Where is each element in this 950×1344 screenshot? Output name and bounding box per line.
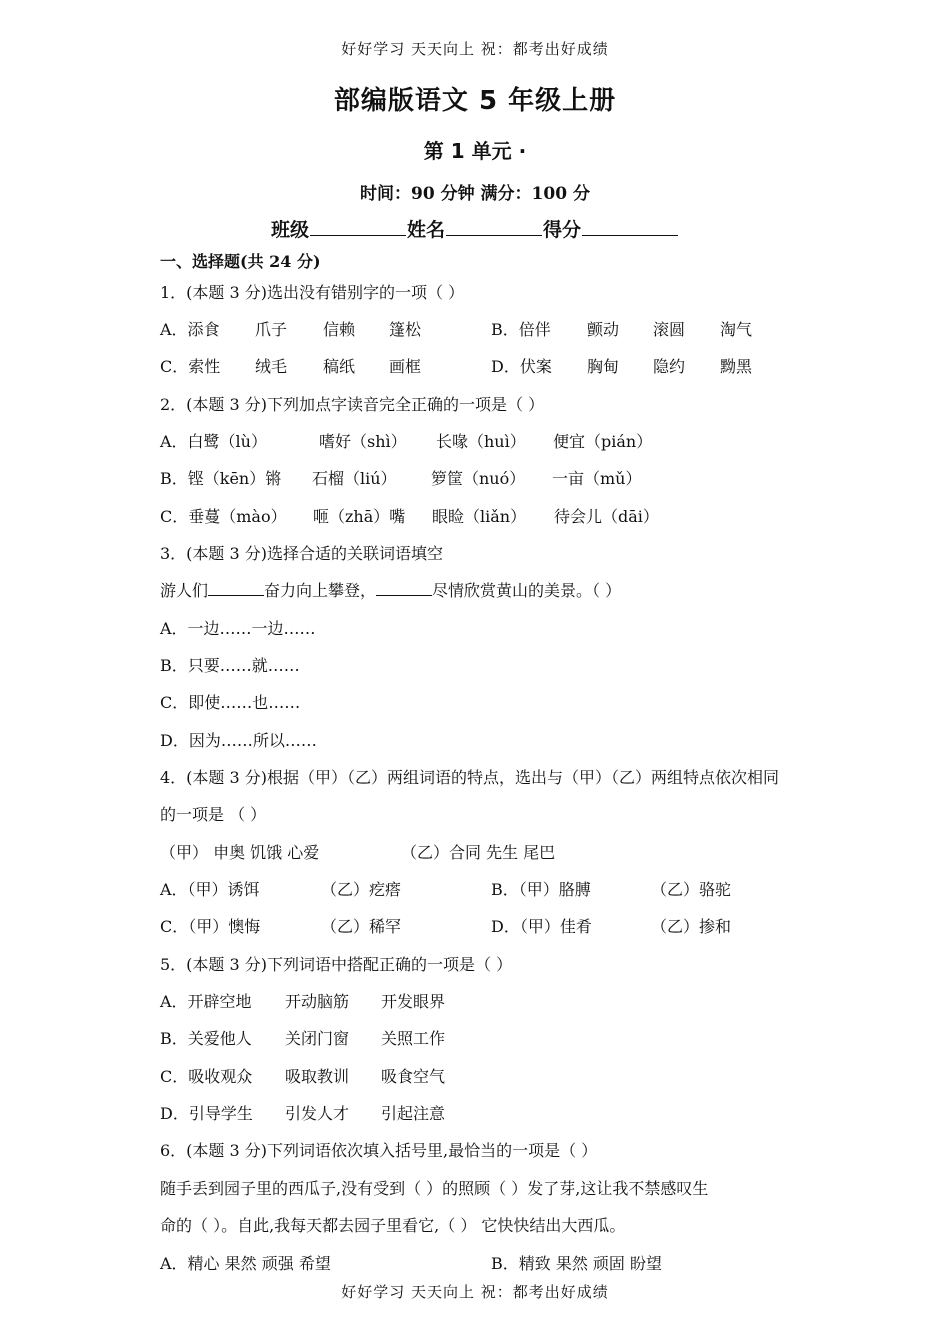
q4-option-b-b: （乙）骆驼 bbox=[651, 880, 732, 899]
q4-stem-line2: 的一项是 （ ） bbox=[160, 805, 267, 824]
q4-group-b: （乙）合同 先生 尾巴 bbox=[401, 843, 556, 862]
q1-stem: 1．(本题 3 分)选出没有错别字的一项（ ） bbox=[160, 283, 465, 302]
q4-option-c-b: （乙）稀罕 bbox=[321, 917, 402, 936]
section-heading: 一、选择题(共 24 分) bbox=[160, 252, 321, 271]
q4-option-d: D．（甲）佳肴 bbox=[491, 917, 592, 936]
q4-option-a: A．（甲）诱饵 bbox=[160, 880, 260, 899]
page-header: 好好学习 天天向上 祝：都考出好成绩 bbox=[341, 40, 609, 58]
score-blank[interactable] bbox=[582, 217, 678, 236]
q3-option-b: B．只要……就…… bbox=[160, 656, 300, 675]
q6-text-line1: 随手丢到园子里的西瓜子,没有受到（ ）的照顾（ ）发了芽,这让我不禁感叹生 bbox=[160, 1179, 709, 1198]
q4-group-a: （甲） 申奥 饥饿 心爱 bbox=[160, 843, 320, 862]
q4-option-a-b: （乙）疙瘩 bbox=[321, 880, 402, 899]
q3-sentence: 游人们 奋力向上攀登， 尽情欣赏黄山的美景。（ ） bbox=[160, 581, 622, 600]
page-footer: 好好学习 天天向上 祝：都考出好成绩 bbox=[341, 1283, 609, 1301]
q6-stem: 6．(本题 3 分)下列词语依次填入括号里,最恰当的一项是（ ） bbox=[160, 1141, 598, 1160]
class-label: 班级 bbox=[270, 219, 309, 241]
q4-option-b: B．（甲）胳膊 bbox=[491, 880, 591, 899]
q2-stem: 2．(本题 3 分)下列加点字读音完全正确的一项是（ ） bbox=[160, 395, 545, 414]
name-blank[interactable] bbox=[446, 217, 542, 236]
q5-stem: 5．(本题 3 分)下列词语中搭配正确的一项是（ ） bbox=[160, 955, 513, 974]
q4-option-d-b: （乙）掺和 bbox=[651, 917, 732, 936]
q3-option-d: D．因为……所以…… bbox=[160, 731, 317, 750]
q4-stem-line1: 4．(本题 3 分)根据（甲）（乙）两组词语的特点，选出与（甲）（乙）两组特点依次相同 bbox=[160, 768, 780, 787]
score-label: 得分 bbox=[543, 219, 582, 241]
q6-text-line2: 命的（ ）。自此,我每天都去园子里看它,（ ） 它快快结出大西瓜。 bbox=[160, 1216, 626, 1235]
name-label: 姓名 bbox=[406, 219, 445, 241]
unit-title: 第 1 单元 · bbox=[423, 139, 527, 163]
student-info-line bbox=[0, 215, 950, 242]
q3-blank-1[interactable] bbox=[208, 579, 264, 596]
class-blank[interactable] bbox=[310, 217, 406, 236]
q3-blank-2[interactable] bbox=[376, 579, 432, 596]
q3-option-c: C．即使……也…… bbox=[160, 693, 301, 712]
time-score-line: 时间：90 分钟 满分：100 分 bbox=[360, 184, 590, 204]
q3-stem: 3．(本题 3 分)选择合适的关联词语填空 bbox=[160, 544, 444, 563]
q3-option-a: A．一边……一边…… bbox=[160, 619, 316, 638]
page-title: 部编版语文 5 年级上册 bbox=[333, 86, 617, 116]
q6-option-a: A．精心 果然 顽强 希望 bbox=[160, 1254, 331, 1273]
q4-option-c: C．（甲）懊悔 bbox=[160, 917, 261, 936]
q6-option-b: B．精致 果然 顽固 盼望 bbox=[491, 1254, 663, 1273]
